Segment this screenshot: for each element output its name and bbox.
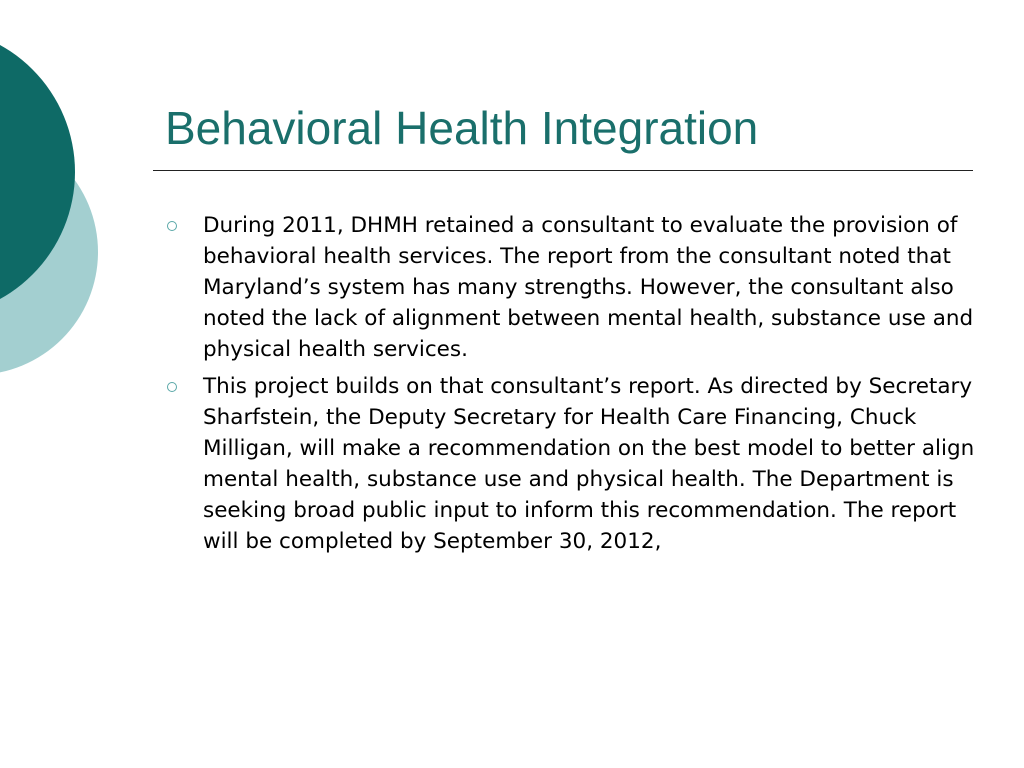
bullet-text: This project builds on that consultant’s report. As directed by Secretary Sharfstein, the Deputy Secretary for Health Care Financing, Chuck Milligan, will make a recommendation on the best model to better align mental health, substance use and physical health. The Department is seeking broad public input to inform this recommendation. The report will be completed by September 30, 2012,	[203, 374, 975, 554]
slide-title: Behavioral Health Integration	[165, 102, 759, 154]
hollow-circle-bullet-icon	[167, 382, 177, 392]
bullet-item	[165, 210, 975, 365]
title-divider	[153, 170, 973, 171]
bullet-text: During 2011, DHMH retained a consultant to evaluate the provision of behavioral health services. The report from the consultant noted that Maryland’s system has many strengths. However, the consultant also noted the lack of alignment between mental health, substance use and physical health services.	[203, 213, 974, 362]
bullet-list	[165, 210, 975, 563]
bullet-item	[165, 371, 975, 557]
decorative-circles	[0, 0, 110, 400]
hollow-circle-bullet-icon	[167, 221, 177, 231]
